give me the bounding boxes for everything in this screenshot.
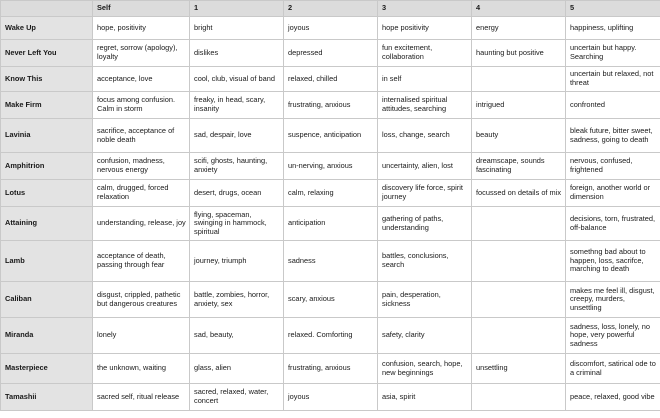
table-cell[interactable]: freaky, in head, scary, insanity <box>190 92 284 119</box>
table-cell[interactable]: asia, spirit <box>378 384 472 411</box>
table-cell[interactable]: cool, club, visual of band <box>190 67 284 92</box>
table-cell[interactable]: acceptance of death, passing through fear <box>93 241 190 282</box>
table-cell[interactable]: focussed on details of mix <box>472 180 566 207</box>
table-cell[interactable]: joyous <box>284 17 378 40</box>
table-cell[interactable]: journey, triumph <box>190 241 284 282</box>
table-cell[interactable]: confronted <box>566 92 660 119</box>
table-cell[interactable]: in self <box>378 67 472 92</box>
table-cell[interactable]: suspence, anticipation <box>284 119 378 153</box>
header-4[interactable]: 4 <box>472 1 566 17</box>
table-cell[interactable]: pain, desperation, sickness <box>378 282 472 318</box>
table-cell[interactable]: the unknown, waiting <box>93 354 190 384</box>
table-cell[interactable]: focus among confusion. Calm in storm <box>93 92 190 119</box>
table-cell[interactable]: sad, despair, love <box>190 119 284 153</box>
table-cell[interactable]: sadness <box>284 241 378 282</box>
table-row <box>1 40 660 67</box>
table-cell[interactable]: loss, change, search <box>378 119 472 153</box>
table-row <box>1 153 660 180</box>
table-cell[interactable]: anticipation <box>284 207 378 241</box>
table-cell[interactable]: sadness, loss, lonely, no hope, very powerful sadness <box>566 318 660 354</box>
row-label[interactable]: Lotus <box>1 180 93 207</box>
table-cell[interactable]: scifi, ghosts, haunting, anxiety <box>190 153 284 180</box>
table-row <box>1 17 660 40</box>
table-cell[interactable]: depressed <box>284 40 378 67</box>
table-cell[interactable]: battles, conclusions, search <box>378 241 472 282</box>
table-cell[interactable]: battle, zombies, horror, anxiety, sex <box>190 282 284 318</box>
row-label[interactable]: Miranda <box>1 318 93 354</box>
table-row <box>1 384 660 411</box>
row-label[interactable]: Masterpiece <box>1 354 93 384</box>
table-cell[interactable] <box>472 318 566 354</box>
row-label[interactable]: Tamashii <box>1 384 93 411</box>
table-cell[interactable]: peace, relaxed, good vibe <box>566 384 660 411</box>
table-row <box>1 119 660 153</box>
table-cell[interactable]: hope, positivity <box>93 17 190 40</box>
table-cell[interactable]: nervous, confused, frightened <box>566 153 660 180</box>
row-label[interactable]: Attaining <box>1 207 93 241</box>
table-cell[interactable]: bright <box>190 17 284 40</box>
header-1[interactable]: 1 <box>190 1 284 17</box>
table-cell[interactable]: scary, anxious <box>284 282 378 318</box>
table-row <box>1 282 660 318</box>
table-row <box>1 180 660 207</box>
table-cell[interactable]: sacred, relaxed, water, concert <box>190 384 284 411</box>
table-cell[interactable] <box>472 207 566 241</box>
table-cell[interactable]: sacred self, ritual release <box>93 384 190 411</box>
table-cell[interactable]: frustrating, anxious <box>284 92 378 119</box>
row-label[interactable]: Lamb <box>1 241 93 282</box>
table-cell[interactable] <box>472 282 566 318</box>
table-row <box>1 67 660 92</box>
table-cell[interactable]: uncertain but relaxed, not threat <box>566 67 660 92</box>
table-row <box>1 92 660 119</box>
table-cell[interactable] <box>472 67 566 92</box>
table-cell[interactable]: joyous <box>284 384 378 411</box>
header-corner[interactable] <box>1 1 93 17</box>
table-cell[interactable] <box>472 241 566 282</box>
table-row <box>1 318 660 354</box>
table-cell[interactable]: disgust, crippled, pathetic but dangerous creatures <box>93 282 190 318</box>
table-cell[interactable] <box>472 384 566 411</box>
table-cell[interactable]: discomfort, satirical ode to a criminal <box>566 354 660 384</box>
table-cell[interactable]: sad, beauty, <box>190 318 284 354</box>
table-cell[interactable]: acceptance, love <box>93 67 190 92</box>
row-label[interactable]: Lavinia <box>1 119 93 153</box>
row-label[interactable]: Caliban <box>1 282 93 318</box>
header-row <box>1 1 660 17</box>
table-cell[interactable]: sacrifice, acceptance of noble death <box>93 119 190 153</box>
table-cell[interactable]: dislikes <box>190 40 284 67</box>
table-cell[interactable]: understanding, release, joy <box>93 207 190 241</box>
table-cell[interactable]: relaxed. Comforting <box>284 318 378 354</box>
table-cell[interactable]: safety, clarity <box>378 318 472 354</box>
table-cell[interactable]: haunting but positive <box>472 40 566 67</box>
table-cell[interactable]: calm, relaxing <box>284 180 378 207</box>
table-row <box>1 354 660 384</box>
table-cell[interactable]: foreign, another world or dimension <box>566 180 660 207</box>
row-label[interactable]: Never Left You <box>1 40 93 67</box>
table-cell[interactable]: frustrating, anxious <box>284 354 378 384</box>
table-cell[interactable]: regret, sorrow (apology), loyalty <box>93 40 190 67</box>
table-cell[interactable]: discovery life force, spirit journey <box>378 180 472 207</box>
table-cell[interactable]: energy <box>472 17 566 40</box>
header-2[interactable]: 2 <box>284 1 378 17</box>
table-cell[interactable]: intrigued <box>472 92 566 119</box>
table-cell[interactable]: unsettling <box>472 354 566 384</box>
table-cell[interactable]: un-nerving, anxious <box>284 153 378 180</box>
row-label[interactable]: Amphitrion <box>1 153 93 180</box>
table-cell[interactable]: confusion, madness, nervous energy <box>93 153 190 180</box>
table-cell[interactable]: uncertainty, alien, lost <box>378 153 472 180</box>
table-cell[interactable]: bleak future, bitter sweet, sadness, going to death <box>566 119 660 153</box>
row-label[interactable]: Know This <box>1 67 93 92</box>
table-cell[interactable]: uncertain but happy. Searching <box>566 40 660 67</box>
table-cell[interactable]: relaxed, chilled <box>284 67 378 92</box>
table-cell[interactable]: calm, drugged, forced relaxation <box>93 180 190 207</box>
table-cell[interactable]: internalised spiritual attitudes, searching <box>378 92 472 119</box>
table-row <box>1 241 660 282</box>
table-cell[interactable]: desert, drugs, ocean <box>190 180 284 207</box>
table-cell[interactable]: makes me feel ill, disgust, creepy, murders, unsettling <box>566 282 660 318</box>
table-cell[interactable]: gathering of paths, understanding <box>378 207 472 241</box>
table-cell[interactable]: dreamscape, sounds fascinating <box>472 153 566 180</box>
table-cell[interactable]: happiness, uplifting <box>566 17 660 40</box>
table-cell[interactable]: fun excitement, collaboration <box>378 40 472 67</box>
row-label[interactable]: Make Firm <box>1 92 93 119</box>
table-cell[interactable]: beauty <box>472 119 566 153</box>
table-cell[interactable]: confusion, search, hope, new beginnings <box>378 354 472 384</box>
table-cell[interactable]: hope positivity <box>378 17 472 40</box>
table-cell[interactable]: glass, alien <box>190 354 284 384</box>
table-cell[interactable]: decisions, torn, frustrated, off-balance <box>566 207 660 241</box>
header-3[interactable]: 3 <box>378 1 472 17</box>
header-5[interactable]: 5 <box>566 1 660 17</box>
row-label[interactable]: Wake Up <box>1 17 93 40</box>
table-cell[interactable]: lonely <box>93 318 190 354</box>
table-row <box>1 207 660 241</box>
table-cell[interactable]: somethng bad about to happen, loss, sacrifce, marching to death <box>566 241 660 282</box>
header-self[interactable]: Self <box>93 1 190 17</box>
table-cell[interactable]: flying, spaceman, swinging in hammock, spiritual <box>190 207 284 241</box>
